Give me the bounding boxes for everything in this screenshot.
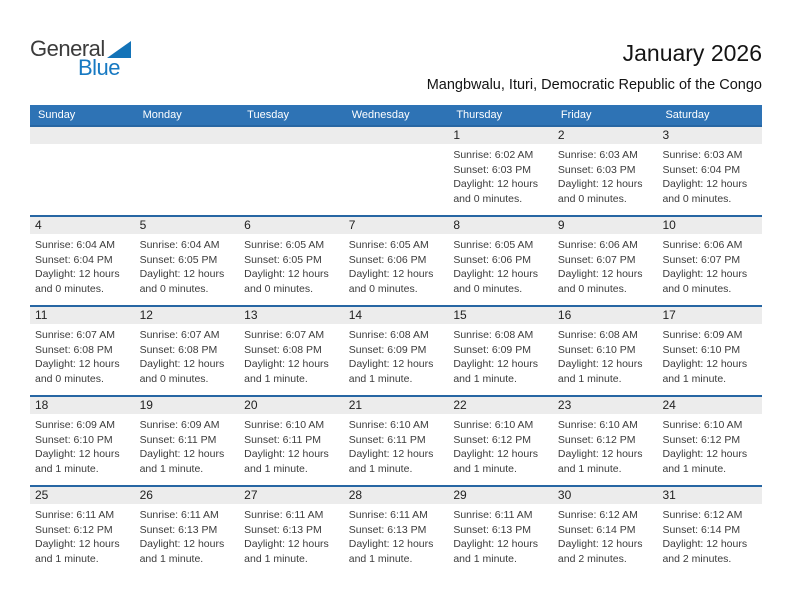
day-details	[553, 234, 658, 296]
sunset-text: Sunset: 6:10 PM	[35, 433, 113, 446]
sunset-text: Sunset: 6:11 PM	[348, 433, 426, 446]
week-row	[30, 305, 762, 395]
sunrise-text: Sunrise: 6:04 AM	[35, 239, 115, 251]
day-cell	[239, 217, 344, 305]
sunset-text: Sunset: 6:03 PM	[557, 163, 636, 176]
day-details	[448, 504, 553, 566]
day-details	[135, 324, 240, 386]
day-number: 23	[553, 397, 658, 414]
sunrise-text: Sunrise: 6:12 AM	[557, 509, 638, 521]
day-number: 17	[657, 307, 762, 324]
sunset-text: Sunset: 6:08 PM	[139, 343, 218, 356]
daylight-text: Daylight: 12 hours and 1 minute.	[453, 448, 538, 475]
day-cell	[657, 127, 762, 215]
day-number: 30	[553, 487, 658, 504]
sunrise-text: Sunrise: 6:09 AM	[139, 419, 220, 431]
day-details	[553, 414, 658, 476]
weekday-header-wednesday: Wednesday	[351, 109, 410, 121]
day-cell	[448, 397, 553, 485]
empty-day-cell	[239, 127, 344, 215]
weekday-header-thursday: Thursday	[456, 109, 503, 121]
sunset-text: Sunset: 6:10 PM	[662, 343, 741, 356]
day-details	[657, 234, 762, 296]
day-details	[344, 414, 449, 476]
day-details	[135, 234, 240, 296]
day-number: 13	[239, 307, 344, 324]
daylight-text: Daylight: 12 hours and 0 minutes.	[139, 358, 225, 385]
day-cell	[448, 487, 553, 575]
sunrise-text: Sunrise: 6:02 AM	[453, 149, 534, 161]
day-number: 12	[135, 307, 240, 324]
sunrise-text: Sunrise: 6:11 AM	[348, 509, 428, 521]
day-cell	[553, 397, 658, 485]
day-number: 24	[657, 397, 762, 414]
daylight-text: Daylight: 12 hours and 2 minutes.	[557, 538, 643, 565]
day-cell	[553, 487, 658, 575]
sunrise-text: Sunrise: 6:07 AM	[244, 329, 325, 341]
sunset-text: Sunset: 6:11 PM	[139, 433, 217, 446]
day-cell	[657, 487, 762, 575]
sunset-text: Sunset: 6:13 PM	[139, 523, 218, 536]
day-cell	[553, 217, 658, 305]
day-number: 14	[344, 307, 449, 324]
day-details	[344, 234, 449, 296]
sunset-text: Sunset: 6:05 PM	[244, 253, 322, 266]
day-cell	[239, 487, 344, 575]
daylight-text: Daylight: 12 hours and 0 minutes.	[557, 268, 643, 295]
daylight-text: Daylight: 12 hours and 1 minute.	[453, 538, 538, 565]
sunrise-text: Sunrise: 6:05 AM	[453, 239, 534, 251]
day-details	[657, 504, 762, 566]
daylight-text: Daylight: 12 hours and 1 minute.	[348, 358, 434, 385]
day-details	[135, 504, 240, 566]
day-cell	[448, 217, 553, 305]
day-number	[135, 127, 240, 144]
sunrise-text: Sunrise: 6:07 AM	[139, 329, 220, 341]
sunset-text: Sunset: 6:11 PM	[244, 433, 322, 446]
daylight-text: Daylight: 12 hours and 1 minute.	[35, 538, 120, 565]
sunrise-text: Sunrise: 6:10 AM	[557, 419, 638, 431]
day-number: 20	[239, 397, 344, 414]
sunset-text: Sunset: 6:14 PM	[557, 523, 636, 536]
daylight-text: Daylight: 12 hours and 0 minutes.	[557, 178, 643, 205]
day-number: 26	[135, 487, 240, 504]
day-details	[553, 144, 658, 206]
day-cell	[135, 397, 240, 485]
day-cell	[30, 397, 135, 485]
day-number: 10	[657, 217, 762, 234]
day-cell	[239, 397, 344, 485]
sunset-text: Sunset: 6:04 PM	[662, 163, 741, 176]
day-cell	[553, 127, 658, 215]
sunrise-text: Sunrise: 6:12 AM	[662, 509, 743, 521]
sunset-text: Sunset: 6:09 PM	[348, 343, 427, 356]
sunset-text: Sunset: 6:09 PM	[453, 343, 531, 356]
week-row	[30, 215, 762, 305]
day-details	[448, 324, 553, 386]
sunset-text: Sunset: 6:05 PM	[139, 253, 218, 266]
day-details	[448, 144, 553, 206]
sunrise-text: Sunrise: 6:09 AM	[35, 419, 115, 431]
day-cell	[448, 307, 553, 395]
day-number	[344, 127, 449, 144]
day-number: 16	[553, 307, 658, 324]
day-cell	[448, 127, 553, 215]
day-cell	[135, 217, 240, 305]
day-number: 2	[553, 127, 658, 144]
daylight-text: Daylight: 12 hours and 1 minute.	[244, 538, 329, 565]
daylight-text: Daylight: 12 hours and 1 minute.	[557, 358, 643, 385]
sunset-text: Sunset: 6:04 PM	[35, 253, 113, 266]
day-number: 21	[344, 397, 449, 414]
daylight-text: Daylight: 12 hours and 2 minutes.	[662, 538, 748, 565]
empty-day-cell	[30, 127, 135, 215]
sunrise-text: Sunrise: 6:10 AM	[662, 419, 743, 431]
sunrise-text: Sunrise: 6:06 AM	[557, 239, 638, 251]
sunset-text: Sunset: 6:07 PM	[662, 253, 741, 266]
day-cell	[657, 397, 762, 485]
day-number: 25	[30, 487, 135, 504]
day-number: 31	[657, 487, 762, 504]
sunrise-text: Sunrise: 6:09 AM	[662, 329, 743, 341]
day-number: 6	[239, 217, 344, 234]
sunrise-text: Sunrise: 6:10 AM	[348, 419, 429, 431]
day-number: 18	[30, 397, 135, 414]
day-details	[657, 414, 762, 476]
day-cell	[657, 217, 762, 305]
sunrise-text: Sunrise: 6:06 AM	[662, 239, 743, 251]
day-number: 4	[30, 217, 135, 234]
sunset-text: Sunset: 6:12 PM	[662, 433, 741, 446]
sunset-text: Sunset: 6:13 PM	[453, 523, 531, 536]
day-number: 3	[657, 127, 762, 144]
weekday-header-tuesday: Tuesday	[247, 109, 289, 121]
sunset-text: Sunset: 6:14 PM	[662, 523, 741, 536]
logo-text-blue: Blue	[78, 55, 121, 80]
daylight-text: Daylight: 12 hours and 1 minute.	[244, 448, 329, 475]
day-number: 5	[135, 217, 240, 234]
daylight-text: Daylight: 12 hours and 0 minutes.	[35, 358, 120, 385]
daylight-text: Daylight: 12 hours and 0 minutes.	[453, 268, 538, 295]
day-details	[239, 414, 344, 476]
sunrise-text: Sunrise: 6:04 AM	[139, 239, 220, 251]
sunrise-text: Sunrise: 6:03 AM	[557, 149, 638, 161]
day-number: 11	[30, 307, 135, 324]
weekday-header-friday: Friday	[560, 109, 592, 121]
day-number: 15	[448, 307, 553, 324]
sunrise-text: Sunrise: 6:07 AM	[35, 329, 115, 341]
weekday-header-sunday: Sunday	[38, 109, 76, 121]
day-number: 8	[448, 217, 553, 234]
daylight-text: Daylight: 12 hours and 1 minute.	[139, 538, 225, 565]
day-number	[239, 127, 344, 144]
day-cell	[30, 217, 135, 305]
sunset-text: Sunset: 6:12 PM	[453, 433, 531, 446]
day-details	[448, 234, 553, 296]
daylight-text: Daylight: 12 hours and 1 minute.	[453, 358, 538, 385]
daylight-text: Daylight: 12 hours and 1 minute.	[35, 448, 120, 475]
daylight-text: Daylight: 12 hours and 0 minutes.	[662, 178, 748, 205]
day-details	[30, 324, 135, 386]
sunset-text: Sunset: 6:03 PM	[453, 163, 531, 176]
day-details	[30, 234, 135, 296]
day-cell	[30, 487, 135, 575]
sunset-text: Sunset: 6:06 PM	[453, 253, 531, 266]
day-details	[239, 324, 344, 386]
page-title: January 2026	[622, 40, 762, 66]
day-details	[30, 504, 135, 566]
day-cell	[344, 397, 449, 485]
daylight-text: Daylight: 12 hours and 0 minutes.	[453, 178, 538, 205]
sunset-text: Sunset: 6:12 PM	[557, 433, 636, 446]
day-cell	[344, 487, 449, 575]
sunrise-text: Sunrise: 6:11 AM	[453, 509, 533, 521]
week-row	[30, 125, 762, 215]
sunrise-text: Sunrise: 6:08 AM	[453, 329, 534, 341]
sunset-text: Sunset: 6:13 PM	[244, 523, 322, 536]
sunset-text: Sunset: 6:13 PM	[348, 523, 427, 536]
day-details	[344, 324, 449, 386]
weekday-header-row	[30, 105, 762, 125]
day-number: 22	[448, 397, 553, 414]
daylight-text: Daylight: 12 hours and 1 minute.	[662, 448, 748, 475]
day-cell	[657, 307, 762, 395]
day-cell	[553, 307, 658, 395]
day-details	[135, 414, 240, 476]
day-details	[553, 504, 658, 566]
daylight-text: Daylight: 12 hours and 1 minute.	[348, 538, 434, 565]
daylight-text: Daylight: 12 hours and 0 minutes.	[348, 268, 434, 295]
titles-block	[427, 40, 762, 93]
weekday-header-saturday: Saturday	[665, 109, 710, 121]
calendar	[30, 105, 762, 575]
sunrise-text: Sunrise: 6:05 AM	[244, 239, 325, 251]
general-blue-logo	[30, 36, 131, 81]
day-details	[448, 414, 553, 476]
daylight-text: Daylight: 12 hours and 0 minutes.	[139, 268, 225, 295]
day-number: 28	[344, 487, 449, 504]
day-details	[239, 234, 344, 296]
logo-text-general: General	[30, 36, 105, 61]
day-details	[344, 504, 449, 566]
day-details	[30, 414, 135, 476]
day-cell	[135, 487, 240, 575]
day-cell	[135, 307, 240, 395]
sunrise-text: Sunrise: 6:11 AM	[139, 509, 219, 521]
sunset-text: Sunset: 6:08 PM	[35, 343, 113, 356]
day-details	[657, 144, 762, 206]
daylight-text: Daylight: 12 hours and 1 minute.	[244, 358, 329, 385]
day-cell	[239, 307, 344, 395]
sunrise-text: Sunrise: 6:05 AM	[348, 239, 429, 251]
sunrise-text: Sunrise: 6:10 AM	[244, 419, 325, 431]
day-number: 7	[344, 217, 449, 234]
day-details	[553, 324, 658, 386]
sunset-text: Sunset: 6:07 PM	[557, 253, 636, 266]
day-number: 29	[448, 487, 553, 504]
weekday-header-monday: Monday	[142, 109, 182, 121]
sunset-text: Sunset: 6:06 PM	[348, 253, 427, 266]
sunset-text: Sunset: 6:08 PM	[244, 343, 322, 356]
daylight-text: Daylight: 12 hours and 0 minutes.	[244, 268, 329, 295]
sunset-text: Sunset: 6:10 PM	[557, 343, 636, 356]
day-number: 27	[239, 487, 344, 504]
calendar-weeks	[30, 125, 762, 575]
day-cell	[344, 217, 449, 305]
sunrise-text: Sunrise: 6:11 AM	[35, 509, 115, 521]
sunrise-text: Sunrise: 6:03 AM	[662, 149, 743, 161]
day-cell	[344, 307, 449, 395]
week-row	[30, 395, 762, 485]
daylight-text: Daylight: 12 hours and 1 minute.	[139, 448, 225, 475]
empty-day-cell	[344, 127, 449, 215]
sunrise-text: Sunrise: 6:08 AM	[348, 329, 429, 341]
daylight-text: Daylight: 12 hours and 1 minute.	[662, 358, 748, 385]
daylight-text: Daylight: 12 hours and 1 minute.	[348, 448, 434, 475]
daylight-text: Daylight: 12 hours and 0 minutes.	[35, 268, 120, 295]
day-cell	[30, 307, 135, 395]
daylight-text: Daylight: 12 hours and 0 minutes.	[662, 268, 748, 295]
day-details	[657, 324, 762, 386]
daylight-text: Daylight: 12 hours and 1 minute.	[557, 448, 643, 475]
sunrise-text: Sunrise: 6:11 AM	[244, 509, 324, 521]
day-number: 19	[135, 397, 240, 414]
sunrise-text: Sunrise: 6:10 AM	[453, 419, 534, 431]
day-number: 1	[448, 127, 553, 144]
sunrise-text: Sunrise: 6:08 AM	[557, 329, 638, 341]
day-number: 9	[553, 217, 658, 234]
day-details	[239, 504, 344, 566]
day-number	[30, 127, 135, 144]
empty-day-cell	[135, 127, 240, 215]
page-subtitle: Mangbwalu, Ituri, Democratic Republic of the Congo	[426, 77, 762, 93]
week-row	[30, 485, 762, 575]
sunset-text: Sunset: 6:12 PM	[35, 523, 113, 536]
